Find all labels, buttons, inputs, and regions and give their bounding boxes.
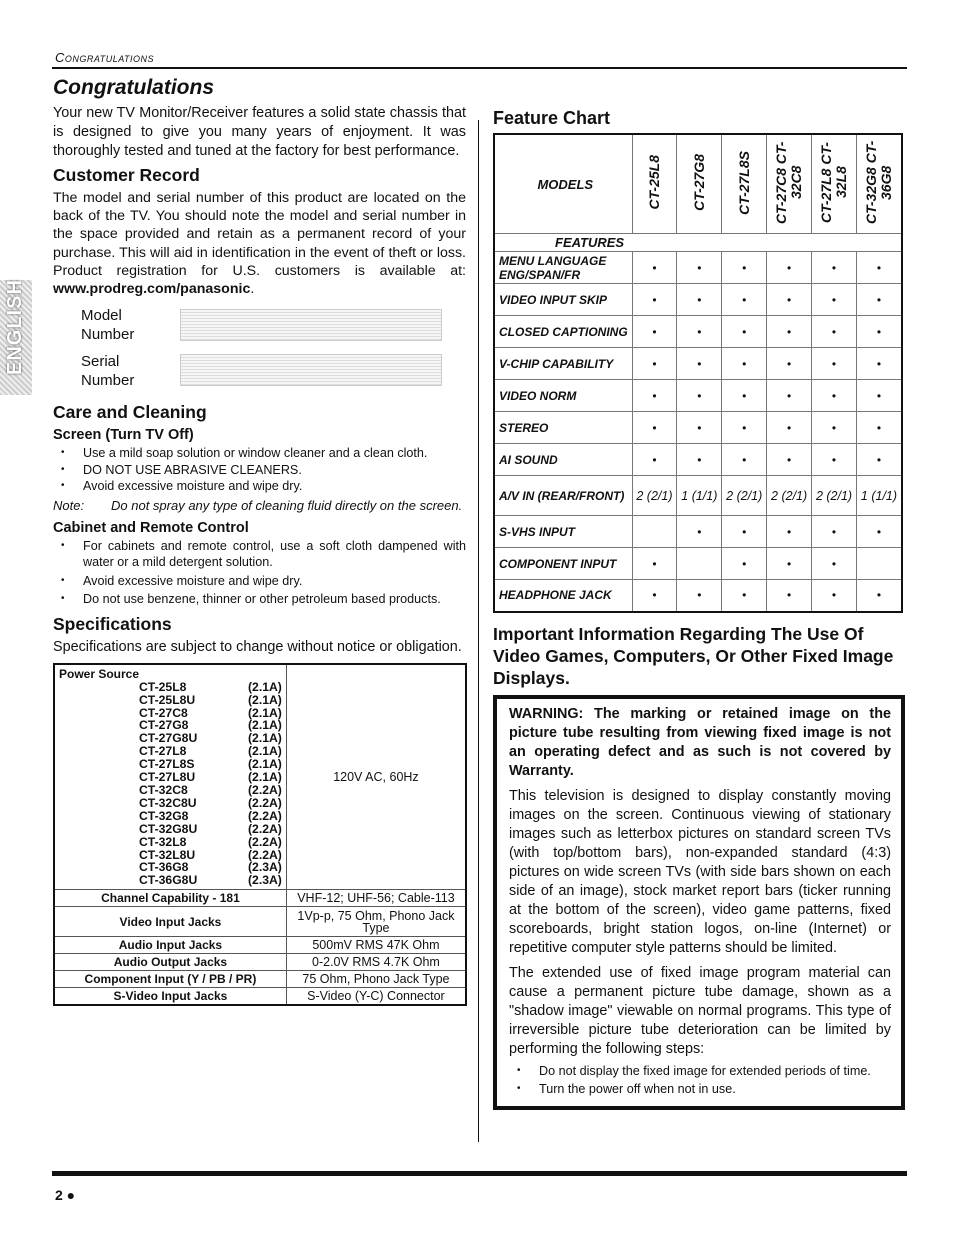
feature-cell: • [767,516,812,548]
models-row [494,134,902,234]
screen-list [53,445,466,495]
registration-link[interactable]: www.prodreg.com/panasonic [53,281,251,298]
list-item: • For cabinets and remote control, use a soft cloth dampened with water or a mild detergent solution. [53,538,466,571]
page-number: 2 ● [55,1187,76,1203]
feature-cell: • [632,412,677,444]
table-row [494,548,902,580]
feature-cell: • [767,548,812,580]
note-text: Do not spray any type of cleaning fluid directly on the screen. [111,497,463,513]
feature-cell: • [677,580,722,612]
feature-label: MENU LANGUAGE ENG/SPAN/FR [494,252,632,284]
feature-label: A/V IN (REAR/FRONT) [494,476,632,516]
power-model-amp: (2.2A) [248,821,282,836]
feature-cell: • [632,348,677,380]
feature-cell: • [722,548,767,580]
feature-cell: • [767,316,812,348]
feature-cell: • [856,284,902,316]
cabinet-heading: Cabinet and Remote Control [53,519,249,536]
feature-cell: • [677,380,722,412]
cabinet-list [53,538,466,608]
model-column-header [856,134,902,234]
model-column-header [812,134,857,234]
feature-cell: • [722,444,767,476]
specifications-table [53,663,467,1007]
model-label-line2: Number [81,326,135,344]
power-model-amp: (2.1A) [248,757,282,772]
record-fields [53,298,466,398]
model-name: CT-27L8S [735,150,752,215]
feature-cell: • [722,412,767,444]
feature-cell: 2 (2/1) [812,476,857,516]
power-model-name: CT-27G8U [139,731,198,746]
feature-label: VIDEO NORM [494,380,632,412]
power-model-amp: (2.2A) [248,808,282,823]
feature-cell: • [856,380,902,412]
feature-cell: • [812,284,857,316]
model-column-header [677,134,722,234]
power-model-amp: (2.1A) [248,679,282,694]
power-model-amp: (2.1A) [248,705,282,720]
feature-cell: • [812,548,857,580]
spec-value: 1Vp-p, 75 Ohm, Phono Jack Type [286,907,466,937]
spec-value: 75 Ohm, Phono Jack Type [286,971,466,988]
feature-label: VIDEO INPUT SKIP [494,284,632,316]
feature-label: STEREO [494,412,632,444]
model-number-label [81,306,134,344]
feature-cell: • [856,252,902,284]
feature-cell: • [677,412,722,444]
table-row [494,284,902,316]
feature-cell [632,516,677,548]
power-model-name: CT-27C8 [139,705,188,720]
feature-cell: • [722,348,767,380]
spec-label: Video Input Jacks [54,907,286,937]
feature-cell: • [856,348,902,380]
feature-cell: 2 (2/1) [722,476,767,516]
model-number-field[interactable] [180,309,442,341]
language-tab [0,280,32,395]
table-row [54,890,466,907]
power-model-row [59,810,282,823]
feature-cell: • [767,252,812,284]
feature-cell: • [767,444,812,476]
power-source-models [59,681,282,888]
feature-cell: • [722,580,767,612]
feature-cell: 1 (1/1) [856,476,902,516]
power-model-name: CT-32C8 [139,782,188,797]
feature-cell: 2 (2/1) [632,476,677,516]
power-model-name: CT-36G8U [139,873,198,888]
warning-box [493,695,905,1110]
model-label-line1: Model [81,307,122,325]
customer-record-text [53,189,466,298]
table-row [54,664,466,890]
important-paragraph-1: This television is designed to display constantly moving images on the screen. Continuous viewing of stationary images such as letterbox pictures on standard screen TVs (with top/bottom bars), non-expanded standard (4:3) pictures on wide screen TVs (with side bars shown on each side of an image), stock market report bars (ticker running at the bottom of the screen), video game patterns, fixed scoreboards, bright station logos, on-line (Internet) or repetitive computer style patterns should be limited. [509,787,891,956]
table-row [54,971,466,988]
feature-cell: • [677,444,722,476]
care-heading: Care and Cleaning [53,402,207,423]
feature-cell: • [632,548,677,580]
features-header-row [494,234,902,252]
table-row [494,252,902,284]
power-model-amp: (2.3A) [248,860,282,875]
power-model-name: CT-32L8U [139,847,196,862]
power-model-name: CT-32G8 [139,808,189,823]
feature-cell: • [767,412,812,444]
power-model-name: CT-27L8S [139,757,195,772]
spec-label: Channel Capability - 181 [54,890,286,907]
specifications-heading: Specifications [53,613,172,634]
model-column-header [767,134,812,234]
feature-cell: • [812,412,857,444]
feature-cell: • [812,252,857,284]
power-model-amp: (2.1A) [248,731,282,746]
feature-cell: • [856,580,902,612]
feature-chart-table [493,133,903,613]
spec-value: 500mV RMS 47K Ohm [286,937,466,954]
feature-cell: • [856,444,902,476]
feature-cell: • [677,284,722,316]
model-name: CT-25L8 [645,155,662,210]
page-title: Congratulations [53,76,214,99]
table-row [494,516,902,548]
feature-label: CLOSED CAPTIONING [494,316,632,348]
spec-value: VHF-12; UHF-56; Cable-113 [286,890,466,907]
feature-cell: • [632,444,677,476]
power-model-name: CT-32G8U [139,821,198,836]
power-model-name: CT-32C8U [139,795,197,810]
feature-cell: • [677,348,722,380]
intro-text: Your new TV Monitor/Receiver features a solid state chassis that is designed to give you many years of enjoyment. It was thoroughly tested and tuned at the factory for best performance. [53,105,466,159]
feature-cell: • [767,580,812,612]
important-paragraph-2: The extended use of fixed image program material can cause a permanent picture tube damage, shown as a "shadow image" viewable on normal programs. This type of irreversible picture tube deterioration can be limited by performing the following steps: [509,964,891,1057]
table-row [494,380,902,412]
table-row [494,580,902,612]
power-model-row [59,874,282,887]
header-rule [52,67,907,69]
feature-cell: • [812,444,857,476]
power-model-name: CT-27G8 [139,718,189,733]
table-row [494,348,902,380]
left-column [53,76,466,1006]
power-model-row [59,836,282,849]
feature-cell: • [722,380,767,412]
power-model-amp: (2.2A) [248,847,282,862]
power-model-amp: (2.2A) [248,795,282,810]
list-item: • Do not display the fixed image for extended periods of time. [509,1063,891,1080]
customer-record-heading: Customer Record [53,165,200,185]
spec-label: Audio Input Jacks [54,937,286,954]
power-model-row [59,797,282,810]
power-model-row [59,694,282,707]
power-model-amp: (2.1A) [248,718,282,733]
feature-chart-heading: Feature Chart [493,108,611,128]
note-label: Note: [53,497,85,513]
models-label: MODELS [494,134,632,234]
spec-value: 0-2.0V RMS 4.7K Ohm [286,954,466,971]
power-model-amp: (2.2A) [248,782,282,797]
customer-record-body: The model and serial number of this product are located on the back of the TV. You should note the model and serial number in the space provided and retain as a permanent record of your purchase. This will aid in identification in the event of theft or loss. Product registration for U.S. customers is available at: [53,190,466,279]
power-model-name: CT-25L8 [139,679,187,694]
feature-cell: • [812,380,857,412]
power-source-label: Power Source [59,666,140,681]
serial-number-field[interactable] [180,354,442,386]
feature-label: COMPONENT INPUT [494,548,632,580]
spec-label: Audio Output Jacks [54,954,286,971]
feature-cell: • [722,252,767,284]
serial-label-line2: Number [81,372,135,390]
serial-number-label [81,352,134,390]
spec-value: S-Video (Y-C) Connector [286,988,466,1006]
spec-label: S-Video Input Jacks [54,988,286,1006]
feature-label: S-VHS INPUT [494,516,632,548]
model-name: CT-27C8 CT-32C8 [773,141,805,224]
power-model-name: CT-25L8U [139,692,196,707]
link-period: . [250,281,255,298]
serial-label-line1: Serial [81,353,120,371]
feature-cell: • [767,284,812,316]
feature-cell [856,548,902,580]
feature-cell: • [632,316,677,348]
feature-cell: • [767,380,812,412]
feature-cell: 1 (1/1) [677,476,722,516]
list-item: • Avoid excessive moisture and wipe dry. [53,478,466,495]
list-item: • Avoid excessive moisture and wipe dry. [53,573,466,590]
feature-cell: • [812,348,857,380]
power-model-row [59,784,282,797]
right-column [493,104,905,1110]
feature-cell: • [812,516,857,548]
power-value: 120V AC, 60Hz [286,664,466,890]
feature-cell [677,548,722,580]
screen-heading: Screen (Turn TV Off) [53,427,194,444]
list-item: • Use a mild soap solution or window cleaner and a clean cloth. [53,445,466,462]
feature-cell: • [856,412,902,444]
running-head: Congratulations [55,50,155,65]
feature-cell: • [767,348,812,380]
table-row [494,316,902,348]
feature-label: AI SOUND [494,444,632,476]
warning-text: WARNING: The marking or retained image on the picture tube resulting from viewing fixed image is not an operating defect and as such is not covered by Warranty. [509,705,891,779]
list-item: • Do not use benzene, thinner or other petroleum based products. [53,591,466,608]
model-name: CT-27G8 [690,154,707,211]
feature-label: HEADPHONE JACK [494,580,632,612]
features-label: FEATURES [494,234,902,252]
model-column-header [722,134,767,234]
feature-cell: • [632,580,677,612]
feature-cell: • [677,316,722,348]
power-model-row [59,823,282,836]
power-source-cell [54,664,286,890]
model-name: CT-27L8 CT-32L8 [818,142,849,223]
table-row [494,476,902,516]
power-model-amp: (2.1A) [248,692,282,707]
model-name: CT-32G8 CT-36G8 [862,140,894,225]
feature-label: V-CHIP CAPABILITY [494,348,632,380]
feature-cell: • [856,316,902,348]
feature-cell: • [632,284,677,316]
spec-label: Component Input (Y / PB / PR) [54,971,286,988]
power-model-amp: (2.1A) [248,770,282,785]
footer-rule [52,1171,907,1176]
power-model-name: CT-27L8U [139,770,196,785]
table-row [494,444,902,476]
language-tab-label: ENGLISH [4,279,26,375]
table-row [54,937,466,954]
power-model-row [59,681,282,694]
table-row [494,412,902,444]
power-model-name: CT-27L8 [139,744,187,759]
important-heading: Important Information Regarding The Use Of Video Games, Computers, Or Other Fixed Image Displays. [493,623,894,688]
feature-rows [494,252,902,612]
model-column-header [632,134,677,234]
feature-cell: • [722,316,767,348]
feature-cell: • [812,580,857,612]
specifications-text: Specifications are subject to change without notice or obligation. [53,638,462,655]
table-row [54,954,466,971]
feature-cell: • [722,516,767,548]
power-model-amp: (2.3A) [248,873,282,888]
feature-cell: • [722,284,767,316]
power-model-name: CT-36G8 [139,860,189,875]
table-row [54,988,466,1006]
note [53,497,466,514]
feature-cell: • [632,252,677,284]
column-divider [478,120,479,1142]
feature-cell: • [677,252,722,284]
important-list [509,1063,891,1098]
power-model-name: CT-32L8 [139,834,187,849]
power-model-amp: (2.1A) [248,744,282,759]
list-item: • DO NOT USE ABRASIVE CLEANERS. [53,462,466,479]
feature-cell: • [812,316,857,348]
power-model-amp: (2.2A) [248,834,282,849]
table-row [54,907,466,937]
feature-cell: • [632,380,677,412]
feature-cell: • [856,516,902,548]
list-item: • Turn the power off when not in use. [509,1081,891,1098]
feature-cell: 2 (2/1) [767,476,812,516]
feature-cell: • [677,516,722,548]
